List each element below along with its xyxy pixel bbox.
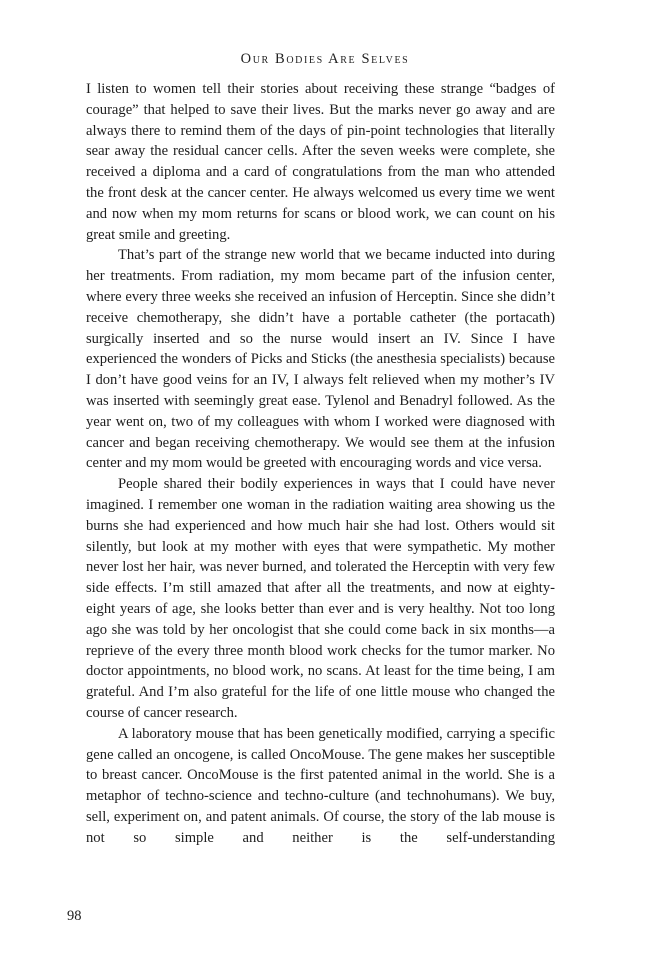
paragraph: That’s part of the strange new world that we became inducted into during her treatments. From radiation, my mom became part of the infusion center, where every three weeks she received an infusion of Herceptin. Since she didn’t receive chemotherapy, she didn’t have a portable catheter (the portacath) surgically inserted and so the nurse would insert an IV. Since I have experienced the wonders of Picks and Sticks (the anesthesia specialists) because I don’t have good veins for an IV, I always felt relieved when my mother’s IV was inserted with seemingly great ease. Tylenol and Benadryl followed. As the year went on, two of my colleagues with whom I worked were diagnosed with cancer and began receiving chemotherapy. We would see them at the infusion center and my mom would be greeted with encouraging words and vice versa. bbox=[86, 247, 555, 472]
body-text bbox=[86, 79, 555, 848]
paragraph: A laboratory mouse that has been genetically modified, carrying a specific gene called an oncogene, is called OncoMouse. The gene makes her susceptible to breast cancer. OncoMouse is the first patented animal in the world. She is a metaphor of techno-science and techno-culture (and technohumans). We buy, sell, experiment on, and patent animals. Of course, the story of the lab mouse is not so simple and neither is the self-understanding bbox=[86, 725, 555, 846]
paragraph: I listen to women tell their stories about receiving these strange “badges of courage” that helped to save their lives. But the marks never go away and are always there to remind them of the days of pin-point technologies that literally sear away the residual cancer cells. After the seven weeks were complete, she received a diploma and a card of congratulations from the man who attended the front desk at the cancer center. He always welcomed us every time we went and now when my mom returns for scans or blood work, we can count on his great smile and greeting. bbox=[86, 81, 555, 243]
paragraph: People shared their bodily experiences in ways that I could have never imagined. I remember one woman in the radiation waiting area showing us the burns she had experienced and how much hair she had lost. Others would sit silently, but look at my mother with eyes that were sympathetic. My mother never lost her hair, was never burned, and tolerated the Herceptin with very few side effects. I’m still amazed that after all the treatments, and now at eighty-eight years of age, she looks better than ever and is very healthy. Not too long ago she was told by her oncologist that she could come back in six months—a reprieve of the every three month blood work checks for the tumor marker. No doctor appointments, no blood work, no scans. At least for the time being, I am grateful. And I’m also grateful for the life of one little mouse who changed the course of cancer research. bbox=[86, 476, 555, 721]
page-number: 98 bbox=[67, 908, 82, 924]
running-head: Our Bodies Are Selves bbox=[240, 51, 410, 67]
